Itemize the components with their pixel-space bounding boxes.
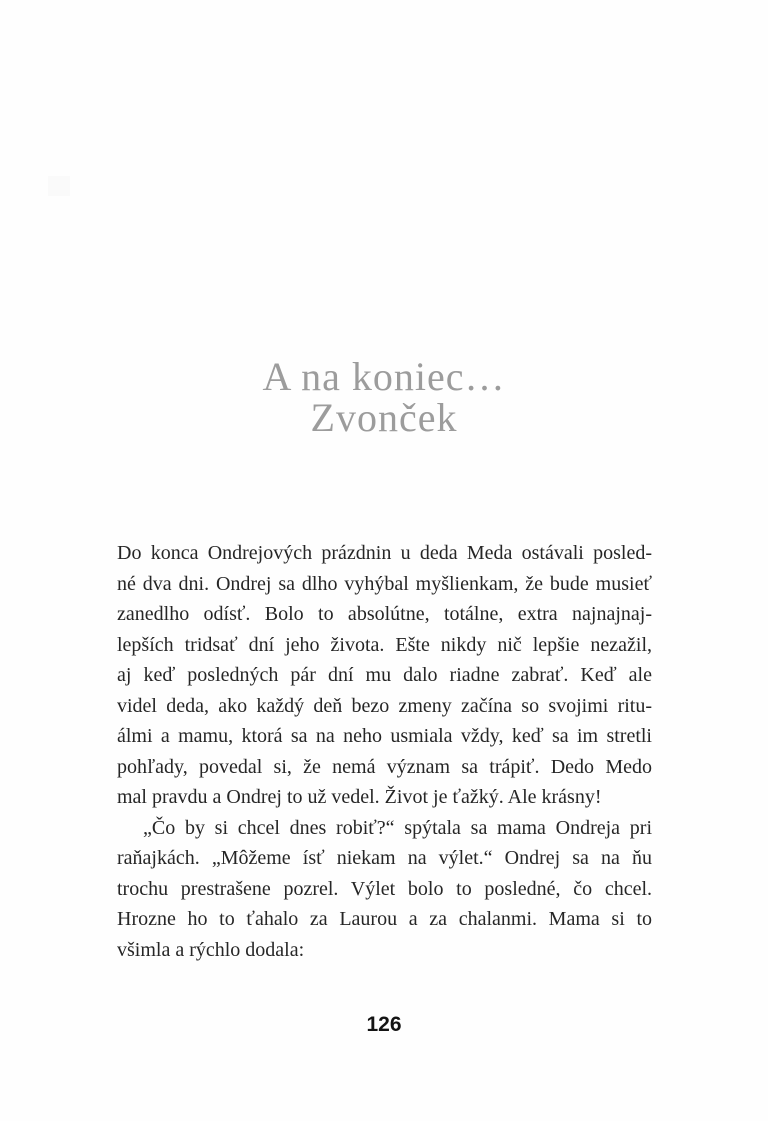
- chapter-title-line1: A na koniec…: [262, 354, 506, 399]
- text-line: lepších tridsať dní jeho života. Ešte nikdy nič lepšie nezažil,: [117, 633, 652, 656]
- body-text: [117, 538, 652, 965]
- text-line: mal pravdu a Ondrej to už vedel. Život je ťažký. Ale krásny!: [117, 786, 602, 808]
- text-line: aj keď posledných pár dní mu dalo riadne zabrať. Keď ale: [117, 664, 652, 686]
- chapter-title-line2: Zvonček: [310, 395, 458, 440]
- page-number: 126: [366, 1013, 402, 1036]
- text-line: trochu prestrašene pozrel. Výlet bolo to posledné, čo chcel.: [117, 877, 652, 900]
- text-line: videl deda, ako každý deň bezo zmeny začína so svojimi ritu-: [117, 694, 652, 717]
- paragraph: [117, 813, 652, 966]
- text-line: raňajkách. „Môžeme ísť niekam na výlet.“ Ondrej sa na ňu: [117, 847, 652, 869]
- text-line: álmi a mamu, ktorá sa na neho usmiala vždy, keď sa im stretli: [117, 725, 652, 747]
- paragraph: [117, 538, 652, 813]
- text-line: všimla a rýchlo dodala:: [117, 938, 305, 961]
- text-line: zanedlho odísť. Bolo to absolútne, totálne, extra najnajnaj-: [117, 603, 652, 625]
- text-line: né dva dni. Ondrej sa dlho vyhýbal myšlienkam, že bude musieť: [117, 572, 652, 595]
- scan-artifact: [48, 176, 70, 196]
- text-line: „Čo by si chcel dnes robiť?“ spýtala sa mama Ondreja pri: [143, 816, 652, 839]
- text-line: pohľady, povedal si, že nemá význam sa trápiť. Dedo Medo: [117, 755, 652, 778]
- chapter-title: [0, 356, 768, 438]
- text-line: Do konca Ondrejových prázdnin u deda Meda ostávali posled-: [117, 542, 652, 564]
- text-line: Hrozne ho to ťahalo za Laurou a za chalanmi. Mama si to: [117, 908, 652, 930]
